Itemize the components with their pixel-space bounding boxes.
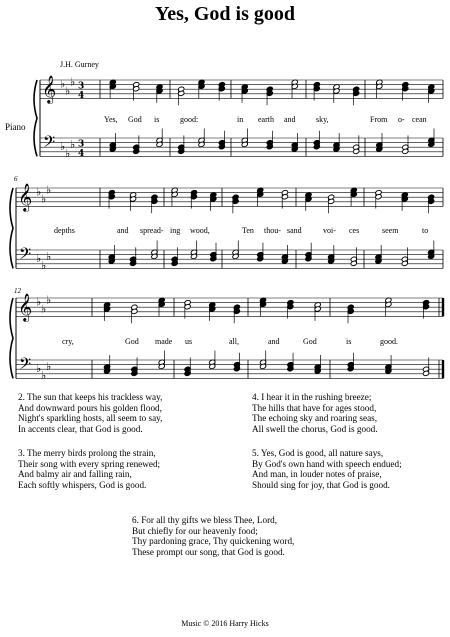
time-signature: 4 — [78, 90, 85, 101]
lyric-syllable: all, — [229, 337, 239, 346]
flat-sign: ♭ — [65, 84, 71, 98]
composer-credit: J.H. Gurney — [60, 60, 99, 69]
flat-sign: ♭ — [65, 147, 71, 161]
bass-clef: 𝄢 — [19, 245, 32, 267]
lyric-syllable: wood, — [190, 226, 210, 235]
flat-sign: ♭ — [36, 252, 42, 266]
time-signature: 3 — [78, 139, 85, 150]
verse-5: 5. Yes, God is good, all nature says, By God's own hand with speech endued; And man, in louder notes of praise, Should sing for joy, that God is good. — [252, 448, 402, 490]
flat-sign: ♭ — [46, 249, 52, 263]
lyric-syllable: and — [117, 226, 129, 235]
instrument-label: Piano — [5, 122, 26, 132]
lyric-syllable: ing — [170, 226, 181, 235]
lyric-syllable: depths — [54, 226, 75, 235]
brace — [10, 188, 13, 268]
flat-sign: ♭ — [41, 302, 47, 316]
flat-sign: ♭ — [60, 140, 66, 154]
lyric-syllable: cean — [412, 115, 427, 124]
flat-sign: ♭ — [36, 362, 42, 376]
lyric-syllable: Ten — [242, 226, 254, 235]
lyric-syllable: Yes, — [104, 115, 118, 124]
brace — [34, 80, 37, 156]
time-signature: 4 — [78, 148, 85, 159]
verse-4: 4. I hear it in the rushing breeze; The hills that have for ages stood, The echoing sky and roaring seas, All swell the chorus, God is good. — [252, 392, 378, 434]
lyric-syllable: earth — [258, 115, 274, 124]
lyric-syllable: good. — [380, 337, 398, 346]
time-signature: 3 — [78, 81, 85, 92]
flat-sign: ♭ — [60, 77, 66, 91]
flat-sign: ♭ — [46, 359, 52, 373]
lyric-syllable: voi- — [323, 226, 336, 235]
bass-clef: 𝄢 — [43, 133, 56, 155]
treble-clef: 𝄞 — [42, 75, 57, 103]
bass-clef: 𝄢 — [19, 355, 32, 377]
copyright-footer: Music © 2016 Harry Hicks — [181, 619, 269, 628]
lyric-syllable: o- — [398, 115, 405, 124]
page-title: Yes, God is good — [154, 3, 296, 25]
lyric-syllable: and — [284, 115, 296, 124]
treble-clef: 𝄞 — [18, 183, 33, 211]
flat-sign: ♭ — [36, 295, 42, 309]
flat-sign: ♭ — [41, 192, 47, 206]
flat-sign: ♭ — [36, 185, 42, 199]
lyric-syllable: made — [155, 337, 173, 346]
lyric-syllable: is — [154, 115, 160, 124]
flat-sign: ♭ — [46, 293, 52, 307]
verse-2: 2. The sun that keeps his trackless way, And downward pours his golden flood, Night's sparkling hosts, all seem to say, In accents clear, that God is good. — [18, 392, 163, 434]
lyric-syllable: sand — [287, 226, 302, 235]
lyric-syllable: in — [237, 115, 244, 124]
flat-sign: ♭ — [41, 369, 47, 383]
lyric-syllable: God — [303, 337, 317, 346]
lyric-syllable: good: — [180, 115, 199, 124]
flat-sign: ♭ — [41, 259, 47, 273]
verse-3: 3. The merry birds prolong the strain, Their song with every spring renewed; And balmy air and falling rain, Each softly whispers, God is good. — [18, 448, 161, 490]
lyric-syllable: is — [346, 337, 352, 346]
lyric-syllable: ces — [349, 226, 360, 235]
lyric-syllable: God — [128, 115, 142, 124]
brace — [10, 298, 13, 378]
lyric-syllable: sky, — [316, 115, 329, 124]
lyric-syllable: and — [268, 337, 280, 346]
verse-6: 6. For all thy gifts we bless Thee, Lord, But chiefly for our heavenly food; Thy pardoning grace, Thy quickening word, These prompt our song, that God is good. — [132, 515, 295, 557]
flat-sign: ♭ — [70, 137, 76, 151]
lyric-syllable: to — [422, 226, 429, 235]
measure-number: 12 — [14, 287, 21, 295]
lyric-syllable: cry, — [62, 337, 74, 346]
lyric-syllable: thou- — [264, 226, 281, 235]
lyric-syllable: seem — [382, 226, 399, 235]
measure-number: 6 — [14, 175, 18, 183]
flat-sign: ♭ — [46, 183, 52, 197]
treble-clef: 𝄞 — [18, 293, 33, 321]
lyric-syllable: us — [185, 337, 193, 346]
flat-sign: ♭ — [70, 75, 76, 89]
lyric-syllable: spread- — [140, 226, 164, 235]
lyric-syllable: From — [370, 115, 388, 124]
lyric-syllable: God — [125, 337, 139, 346]
